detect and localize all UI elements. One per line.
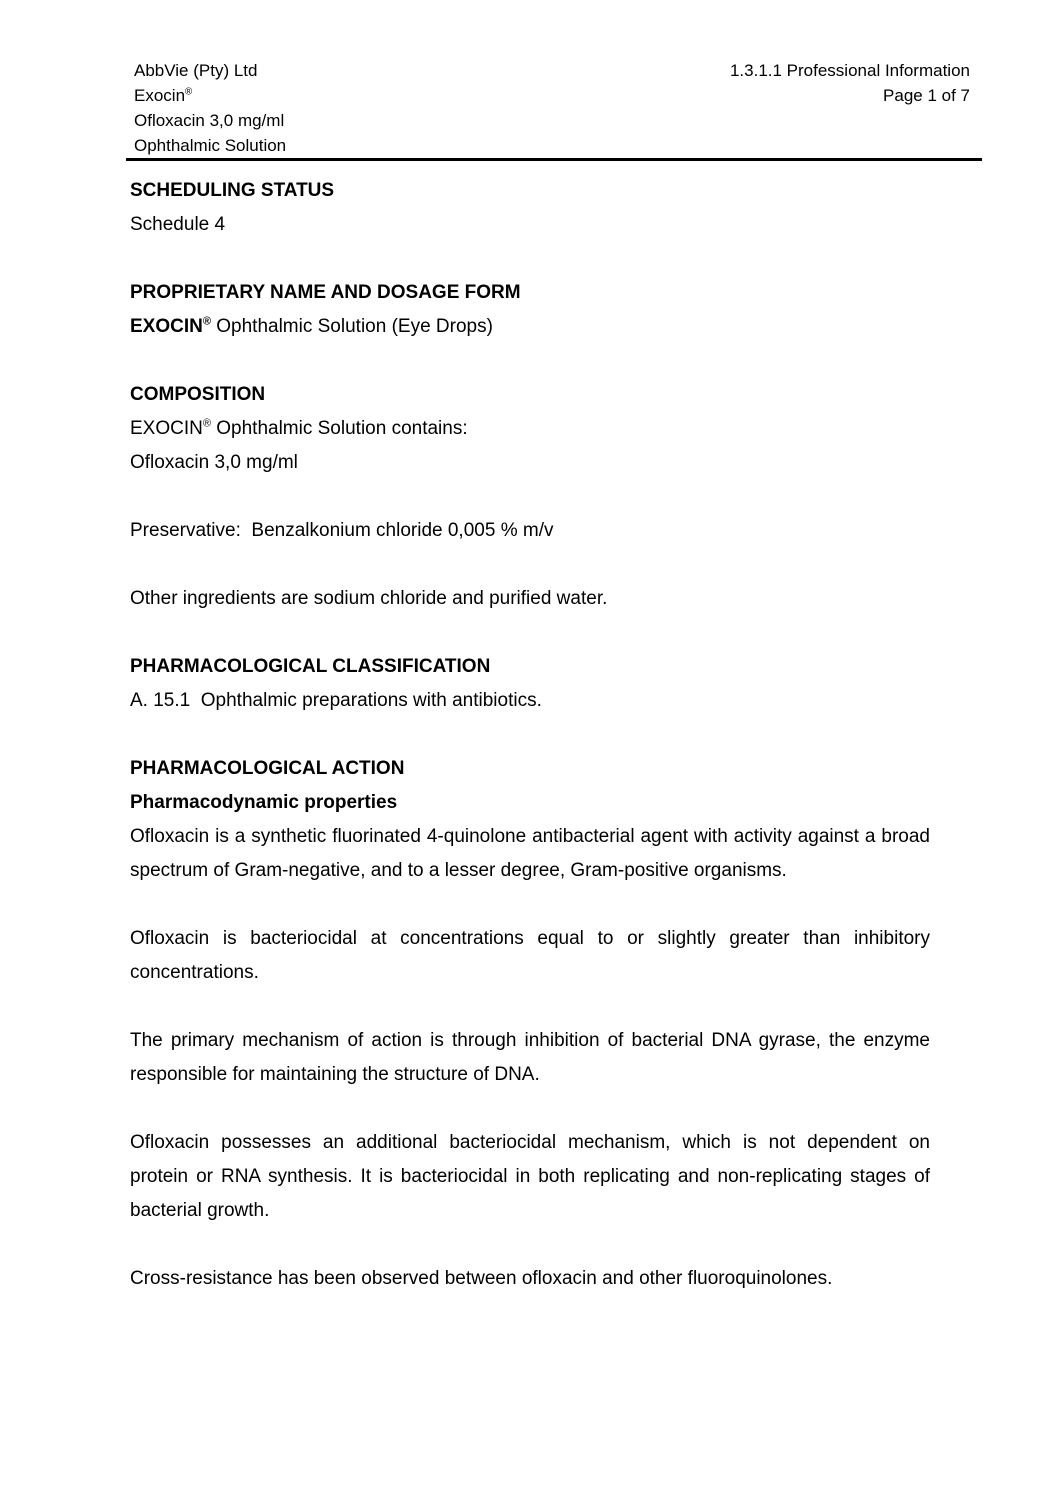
composition-brand-name: EXOCIN xyxy=(130,418,203,439)
paragraph-line: Ofloxacin possesses an additional bacteriocidal mechanism, which is not dependent on xyxy=(130,1132,930,1153)
composition-contains-line xyxy=(130,412,930,446)
paragraph-line: concentrations. xyxy=(130,962,259,983)
page-header xyxy=(134,58,970,158)
paragraph-line: protein or RNA synthesis. It is bacteriocidal in both replicating and non-replicating stages of xyxy=(130,1166,930,1187)
section-pharmacological-classification xyxy=(130,650,930,718)
paragraph-line: bacterial growth. xyxy=(130,1200,270,1221)
brand-name: Exocin xyxy=(134,86,186,105)
paragraph-line: responsible for maintaining the structure of DNA. xyxy=(130,1064,540,1085)
proprietary-brand-name: EXOCIN xyxy=(130,316,203,337)
doc-reference: 1.3.1.1 Professional Information xyxy=(729,61,970,80)
other-ingredients-line: Other ingredients are sodium chloride and purified water. xyxy=(130,588,608,609)
company-name: AbbVie (Pty) Ltd xyxy=(134,61,258,80)
header-doc-info-block xyxy=(730,58,970,158)
paragraph-line: Ofloxacin is bacteriocidal at concentrations equal to or slightly greater than inhibitory xyxy=(130,928,930,949)
registered-trademark-icon: ® xyxy=(202,315,211,328)
scheduling-status-value: Schedule 4 xyxy=(130,214,226,235)
preservative-block xyxy=(130,514,930,548)
section-heading-pharmacological-classification: PHARMACOLOGICAL CLASSIFICATION xyxy=(130,656,491,677)
brand-name-line xyxy=(134,83,286,108)
preservative-line: Preservative: Benzalkonium chloride 0,005 % m/v xyxy=(130,520,554,541)
proprietary-dosage-form: Ophthalmic Solution (Eye Drops) xyxy=(210,316,493,337)
paragraph-line: The primary mechanism of action is through inhibition of bacterial DNA gyrase, the enzyme xyxy=(130,1030,930,1051)
section-heading-pharmacological-action: PHARMACOLOGICAL ACTION xyxy=(130,758,405,779)
section-scheduling-status xyxy=(130,174,930,242)
document-body xyxy=(130,174,930,1330)
header-product-block xyxy=(134,58,286,158)
paragraph-bacteriocidal-concentrations xyxy=(130,922,930,990)
paragraph-line: spectrum of Gram-negative, and to a lesser degree, Gram-positive organisms. xyxy=(130,860,787,881)
proprietary-name-line xyxy=(130,310,930,344)
paragraph-additional-mechanism xyxy=(130,1126,930,1228)
paragraph-cross-resistance xyxy=(130,1262,930,1296)
paragraph-primary-mechanism xyxy=(130,1024,930,1092)
section-proprietary-name xyxy=(130,276,930,344)
dosage-form: Ophthalmic Solution xyxy=(134,136,287,155)
composition-contains-text: Ophthalmic Solution contains: xyxy=(210,418,468,439)
registered-trademark-icon: ® xyxy=(202,417,211,430)
section-heading-proprietary-name: PROPRIETARY NAME AND DOSAGE FORM xyxy=(130,282,521,303)
paragraph-line: Ofloxacin is a synthetic fluorinated 4-quinolone antibacterial agent with activity against a broad xyxy=(130,826,930,847)
header-divider xyxy=(126,158,982,161)
section-composition xyxy=(130,378,930,480)
registered-trademark-icon: ® xyxy=(185,86,193,98)
page-number: Page 1 of 7 xyxy=(883,86,970,105)
subheading-pharmacodynamic-properties: Pharmacodynamic properties xyxy=(130,792,398,813)
product-strength: Ofloxacin 3,0 mg/ml xyxy=(134,111,285,130)
classification-value: A. 15.1 Ophthalmic preparations with antibiotics. xyxy=(130,690,542,711)
active-ingredient-line: Ofloxacin 3,0 mg/ml xyxy=(130,452,298,473)
other-ingredients-block xyxy=(130,582,930,616)
section-heading-composition: COMPOSITION xyxy=(130,384,266,405)
section-heading-scheduling-status: SCHEDULING STATUS xyxy=(130,180,335,201)
section-pharmacological-action xyxy=(130,752,930,1296)
paragraph-line: Cross-resistance has been observed between ofloxacin and other fluoroquinolones. xyxy=(130,1268,833,1289)
paragraph-spectrum xyxy=(130,820,930,888)
